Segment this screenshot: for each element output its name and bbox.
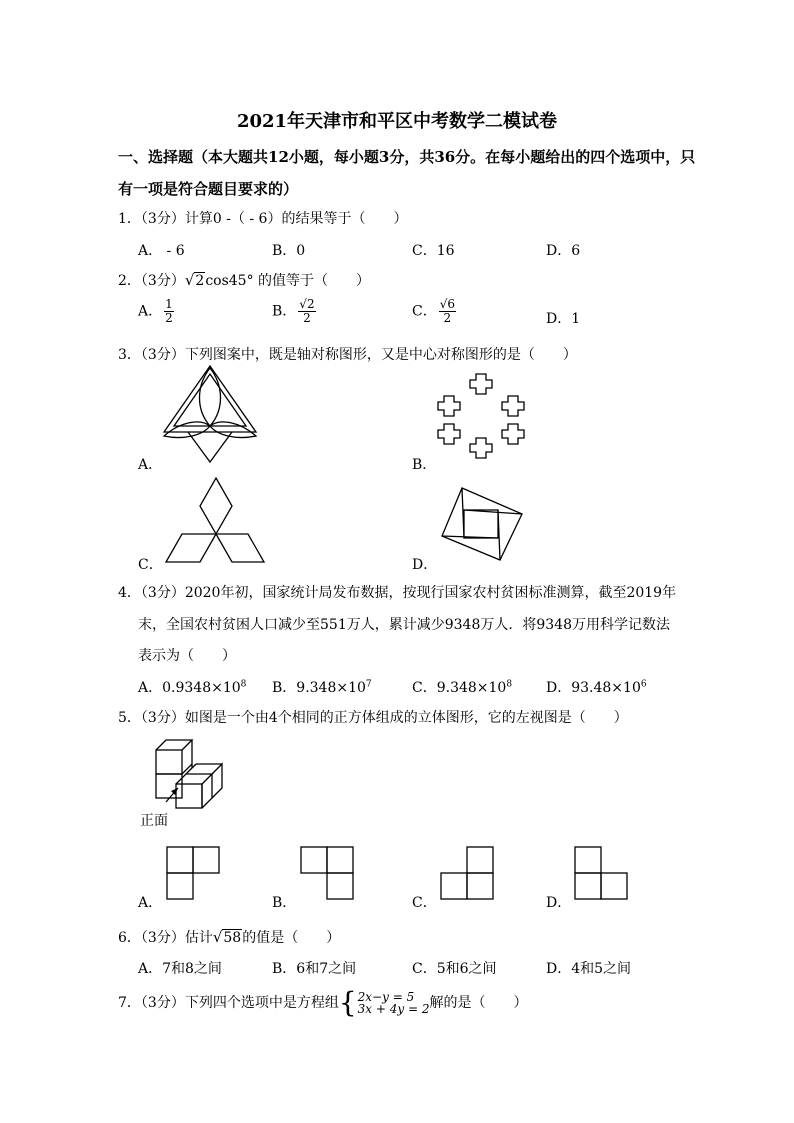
figure-5b-view (300, 846, 354, 900)
question-6-option-c[interactable]: C．5和6之间 (412, 961, 497, 977)
question-4-option-c[interactable]: C．$9.348\times 10^8$ (412, 679, 513, 696)
section-heading-line1: 一、选择题（本大题共12小题，每小题3分，共36分。在每小题给出的四个选项中，只 (118, 148, 696, 166)
question-6-option-b[interactable]: B．6和7之间 (272, 961, 357, 977)
equation-system: { 2x−y = 5 3x + 4y = 2 (338, 986, 430, 1019)
question-3-option-c[interactable]: C． (138, 557, 163, 573)
front-view-label: 正面 (140, 813, 168, 829)
question-4-option-d[interactable]: D．$93.48\times 10^6$ (546, 679, 647, 696)
sqrt-expression: √58 (212, 928, 242, 946)
question-5-option-b[interactable]: B． (272, 895, 297, 911)
question-1-option-d[interactable]: D．6 (546, 243, 581, 259)
question-2-prefix: 2．（3分） (118, 273, 185, 289)
question-5-stem: 5．（3分）如图是一个由4个相同的正方体组成的立体图形，它的左视图是（ ） (118, 710, 628, 726)
page-title: 2021年天津市和平区中考数学二模试卷 (236, 111, 558, 132)
question-1-option-c[interactable]: C．16 (412, 243, 455, 259)
question-5-option-c[interactable]: C． (412, 895, 437, 911)
fraction: $\frac{√2}{2}$ (299, 297, 315, 325)
question-7-stem: 7．（3分）下列四个选项中是方程组 { 2x−y = 5 3x + 4y = 2 解的是（ ） (118, 986, 528, 1019)
question-2-after: cos45° 的值等于（ ） (205, 273, 371, 289)
figure-5c-view (440, 846, 494, 900)
question-4-option-b[interactable]: B．$9.348\times 10^7$ (272, 679, 372, 696)
figure-3b-snowflakes (438, 372, 528, 462)
question-2-option-a[interactable]: A． $\frac{1}{2}$ (138, 297, 173, 325)
question-4-line1: 4．（3分）2020年初，国家统计局发布数据，按现行国家农村贫困标准测算，截至2019年 (118, 585, 677, 601)
figure-5-cube-stack (154, 738, 226, 810)
question-3-option-a[interactable]: A． (138, 457, 163, 473)
question-2-option-d[interactable]: D．1 (546, 311, 581, 327)
question-4-line2: 末，全国农村贫困人口减少至551万人，累计减少9348万人．将9348万用科学记数法 (138, 617, 670, 633)
question-5-option-d[interactable]: D． (546, 895, 572, 911)
question-2-option-b[interactable]: B． $\frac{√2}{2}$ (272, 297, 315, 325)
question-4-option-a[interactable]: A．$0.9348\times 10^8$ (138, 679, 247, 696)
question-3-option-b[interactable]: B． (412, 457, 437, 473)
figure-3d-pinwheel-square (440, 486, 524, 562)
fraction: $\frac{1}{2}$ (165, 297, 173, 325)
question-5-option-a[interactable]: A． (138, 895, 163, 911)
figure-3c-three-rhombi (164, 476, 266, 564)
fraction: $\frac{√6}{2}$ (439, 297, 456, 325)
sqrt-expression: √2 (184, 271, 205, 289)
question-2-stem (118, 270, 370, 290)
question-6-option-a[interactable]: A．7和8之间 (138, 961, 222, 977)
figure-3a-petal-triangle (160, 366, 260, 462)
question-4-line3: 表示为（ ） (138, 648, 236, 664)
question-1-option-b[interactable]: B．0 (272, 243, 306, 259)
question-1-stem: 1．（3分）计算0 -（ - 6）的结果等于（ ） (118, 211, 408, 227)
question-1-option-a[interactable]: A． - 6 (138, 243, 185, 259)
section-heading-line2: 有一项是符合题目要求的） (118, 180, 299, 198)
question-2-option-c[interactable]: C． $\frac{√6}{2}$ (412, 297, 456, 325)
figure-5a-view (166, 846, 220, 900)
figure-5d-view (574, 846, 628, 900)
question-3-stem: 3．（3分）下列图案中，既是轴对称图形，又是中心对称图形的是（ ） (118, 347, 577, 363)
question-6-stem: 6．（3分）估计√58的值是（ ） (118, 928, 341, 946)
question-6-option-d[interactable]: D．4和5之间 (546, 961, 632, 977)
question-3-option-d[interactable]: D． (412, 557, 438, 573)
